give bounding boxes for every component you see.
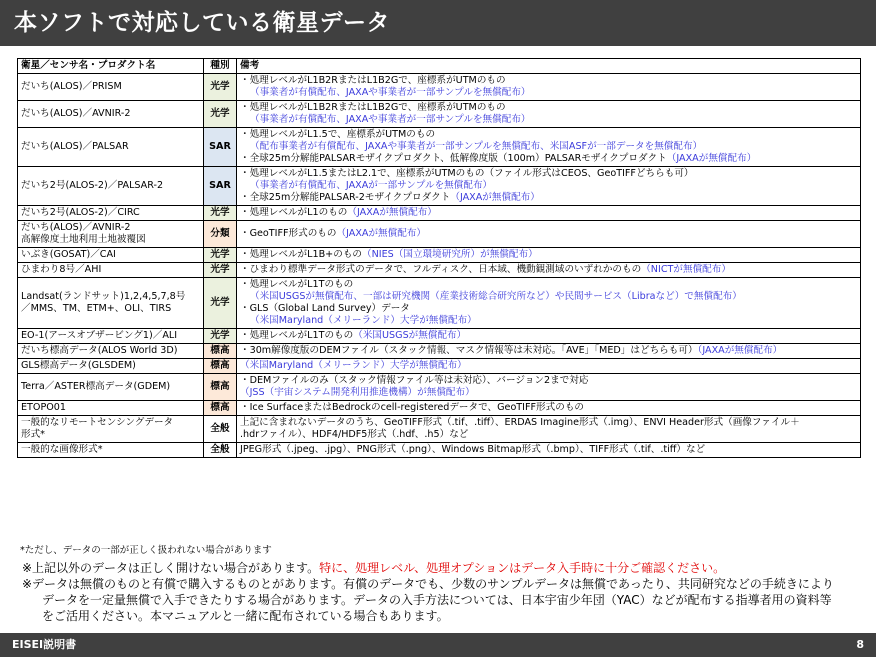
satellite-table-container (17, 58, 860, 458)
satellite-name-cell (18, 221, 204, 248)
notes-cell (237, 167, 861, 206)
note-text: ・30m解像度版のDEMファイル（スタック情報、マスク情報等は未対応。「AVE」「MED」はどちらも可） (240, 345, 698, 356)
data-type-cell: 光学 (204, 278, 237, 329)
satellite-name-cell (18, 416, 204, 443)
data-type-cell: 光学 (204, 248, 237, 263)
satellite-table (17, 58, 861, 458)
data-type-cell: 全般 (204, 443, 237, 458)
note-line (240, 114, 857, 126)
note-1 (22, 560, 862, 576)
note-text: （米国Maryland（メリーランド）大学が無償配布） (240, 360, 467, 371)
note-text: ・処理レベルがL1.5で、座標系がUTMのもの (240, 129, 436, 140)
footer-label: EISEI説明書 (12, 638, 77, 651)
satellite-name-line: 一般的な画像形式* (21, 444, 103, 455)
note-distributor: （JAXAが無償配布） (336, 228, 427, 239)
note-line (240, 444, 857, 456)
note-text: JPEG形式（.jpeg、.jpg）、PNG形式（.png）、Windows Bitmap形式（.bmp）、TIFF形式（.tif、.tiff）など (240, 444, 706, 455)
note-line (240, 153, 857, 165)
note-2-line-3: をご活用ください。本マニュアルと一緒に配布されている場合もあります。 (42, 609, 449, 623)
note-text: （事業者が有償配布、JAXAや事業者が一部サンプルを無償配布） (250, 87, 531, 98)
table-row (18, 248, 861, 263)
data-type-cell: 標高 (204, 401, 237, 416)
satellite-name-cell (18, 278, 204, 329)
page-title: 本ソフトで対応している衛星データ (0, 0, 876, 46)
satellite-name-line: だいち(ALOS)／AVNIR-2 (21, 108, 131, 119)
note-line (240, 360, 857, 372)
note-1-text: ※上記以外のデータは正しく開けない場合があります。 (22, 561, 320, 575)
satellite-name-line: 一般的なリモートセンシングデータ (21, 417, 174, 428)
note-text: ・全球25m分解能PALSARモザイクプロダクト、低解像度版（100m）PALSARモザイクプロダクト (240, 153, 667, 164)
note-text: ・処理レベルがL1のもの (240, 207, 348, 218)
note-text: （事業者が有償配布、JAXAや事業者が一部サンプルを無償配布） (250, 114, 531, 125)
data-type-cell: 光学 (204, 263, 237, 278)
notes-cell (237, 359, 861, 374)
table-row (18, 278, 861, 329)
table-header-row (18, 59, 861, 74)
satellite-name-line: だいち(ALOS)／AVNIR-2 (21, 222, 131, 233)
satellite-name-cell (18, 101, 204, 128)
note-text: ・処理レベルがL1B+のもの (240, 249, 363, 260)
note-text: ・GLS（Global Land Survey）データ (240, 303, 410, 314)
data-type-cell: 分類 (204, 221, 237, 248)
satellite-name-line: 形式* (21, 429, 45, 440)
note-distributor: （NIES（国立環境研究所）が無償配布） (362, 249, 538, 260)
table-row (18, 128, 861, 167)
note-text: ・DEMファイルのみ（スタック情報ファイル等は未対応）、バージョン2まで対応 (240, 375, 589, 386)
data-type-cell: 光学 (204, 329, 237, 344)
note-line (240, 387, 857, 399)
note-text: ・処理レベルがL1Tのもの (240, 330, 354, 341)
note-line (240, 87, 857, 99)
satellite-name-line: だいち(ALOS)／PRISM (21, 81, 122, 92)
note-text: ・全球25m分解能PALSAR-2モザイクプロダクト (240, 192, 451, 203)
notes-cell (237, 374, 861, 401)
footer-bar (0, 633, 876, 657)
satellite-name-line: Terra／ASTER標高データ(GDEM) (21, 381, 171, 392)
table-row (18, 401, 861, 416)
note-line (240, 429, 857, 441)
satellite-name-line: EO-1(アースオブザービング1)／ALI (21, 330, 178, 341)
table-row (18, 74, 861, 101)
data-type-cell: SAR (204, 167, 237, 206)
satellite-name-line: ETOPO01 (21, 402, 67, 413)
note-line (240, 375, 857, 387)
data-type-cell: 標高 (204, 359, 237, 374)
notes-cell (237, 344, 861, 359)
note-line (240, 75, 857, 87)
note-line (240, 180, 857, 192)
data-type-cell: 全般 (204, 416, 237, 443)
table-row (18, 443, 861, 458)
satellite-name-cell (18, 74, 204, 101)
note-distributor: （JAXAが無償配布） (666, 153, 757, 164)
notes-cell (237, 263, 861, 278)
table-row (18, 221, 861, 248)
notes-cell (237, 101, 861, 128)
table-row (18, 263, 861, 278)
note-text: （配布事業者が有償配布、JAXAや事業者が一部サンプルを無償配布、米国ASFが一部データを無償配布） (250, 141, 703, 152)
notes-cell (237, 443, 861, 458)
note-line (240, 330, 857, 342)
note-line (240, 303, 857, 315)
note-distributor: （JAXAが無償配布） (450, 192, 540, 203)
notes-cell (237, 416, 861, 443)
satellite-name-line: だいち(ALOS)／PALSAR (21, 141, 129, 152)
note-2-line-1: ※データは無償のものと有償で購入するものとがあります。有償のデータでも、少数のサンプルデータは無償であったり、共同研究などの手続きにより (22, 577, 834, 591)
satellite-name-cell (18, 248, 204, 263)
header-type: 種別 (204, 59, 237, 74)
note-line (240, 168, 857, 180)
note-line (240, 315, 857, 327)
note-line (240, 279, 857, 291)
note-text: 上記に含まれないデータのうち、GeoTIFF形式（.tif、.tiff）、ERDAS Imagine形式（.img）、ENVI Header形式（画像ファイル＋ (240, 417, 800, 428)
note-text: ・処理レベルがL1Tのもの (240, 279, 354, 290)
note-distributor: （JAXAが無償配布） (697, 345, 783, 356)
page-number: 8 (856, 638, 864, 651)
table-row (18, 416, 861, 443)
satellite-name-cell (18, 329, 204, 344)
satellite-name-line: Landsat(ランドサット)1,2,4,5,7,8号 (21, 291, 186, 302)
notes-cell (237, 74, 861, 101)
note-text: （米国USGSが無償配布、一部は研究機関（産業技術総合研究所など）や民間サービス（Libraなど）で無償配布） (250, 291, 742, 302)
note-distributor: （NICTが無償配布） (641, 264, 731, 275)
satellite-name-line: ／MMS、TM、ETM+、OLI、TIRS (21, 303, 172, 314)
data-type-cell: 標高 (204, 344, 237, 359)
note-line (240, 345, 857, 357)
notes-cell (237, 401, 861, 416)
satellite-name-cell (18, 443, 204, 458)
satellite-name-line: だいち標高データ(ALOS World 3D) (21, 345, 178, 356)
data-type-cell: 標高 (204, 374, 237, 401)
satellite-name-cell (18, 401, 204, 416)
table-row (18, 167, 861, 206)
satellite-name-cell (18, 263, 204, 278)
note-line (240, 129, 857, 141)
table-row (18, 359, 861, 374)
satellite-name-cell (18, 206, 204, 221)
satellite-name-line: だいち2号(ALOS-2)／CIRC (21, 207, 140, 218)
note-line (240, 291, 857, 303)
satellite-name-line: 高解像度土地利用土地被覆図 (21, 234, 146, 245)
note-distributor: （JAXAが無償配布） (347, 207, 437, 218)
note-line (240, 228, 857, 240)
note-text: ・処理レベルがL1B2RまたはL1B2Gで、座標系がUTMのもの (240, 75, 506, 86)
satellite-name-line: だいち2号(ALOS-2)／PALSAR-2 (21, 180, 164, 191)
table-footnote: *ただし、データの一部が正しく扱われない場合があります (20, 545, 272, 556)
notes-cell (237, 221, 861, 248)
note-distributor: （米国USGSが無償配布） (353, 330, 467, 341)
notes-cell (237, 248, 861, 263)
satellite-name-cell (18, 128, 204, 167)
table-row (18, 374, 861, 401)
note-text: .hdrファイル）、HDF4/HDF5形式（.hdf、.h5）など (240, 429, 469, 440)
table-row (18, 101, 861, 128)
data-type-cell: SAR (204, 128, 237, 167)
note-line (240, 141, 857, 153)
satellite-name-cell (18, 344, 204, 359)
note-line (240, 417, 857, 429)
note-line (240, 102, 857, 114)
note-line (240, 207, 857, 219)
note-text: ・Ice SurfaceまたはBedrockのcell-registeredデータで、GeoTIFF形式のもの (240, 402, 585, 413)
notes-cell (237, 206, 861, 221)
table-body (18, 74, 861, 458)
notes-cell (237, 329, 861, 344)
note-text: ・処理レベルがL1.5またはL2.1で、座標系がUTMのもの（ファイル形式はCEOS、GeoTIFFどちらも可） (240, 168, 694, 179)
satellite-name-cell (18, 167, 204, 206)
satellite-name-line: ひまわり8号／AHI (21, 264, 102, 275)
note-line (240, 402, 857, 414)
table-row (18, 206, 861, 221)
note-text: （米国Maryland（メリーランド）大学が無償配布） (250, 315, 477, 326)
satellite-name-cell (18, 359, 204, 374)
note-text: （JSS（宇宙システム開発利用推進機構）が無償配布） (240, 387, 475, 398)
note-line (240, 249, 857, 261)
note-line (240, 192, 857, 204)
note-text: ・処理レベルがL1B2RまたはL1B2Gで、座標系がUTMのもの (240, 102, 506, 113)
note-line (240, 264, 857, 276)
satellite-name-line: いぶき(GOSAT)／CAI (21, 249, 116, 260)
note-text: ・GeoTIFF形式のもの (240, 228, 337, 239)
data-type-cell: 光学 (204, 206, 237, 221)
notes-cell (237, 128, 861, 167)
header-notes: 備考 (237, 59, 861, 74)
data-type-cell: 光学 (204, 74, 237, 101)
satellite-name-line: GLS標高データ(GLSDEM) (21, 360, 136, 371)
satellite-name-cell (18, 374, 204, 401)
table-row (18, 344, 861, 359)
data-type-cell: 光学 (204, 101, 237, 128)
header-name: 衛星／センサ名・プロダクト名 (18, 59, 204, 74)
notes-section (22, 560, 862, 624)
note-2-line-2: データを一定量無償で入手できたりする場合があります。データの入手方法については、日本宇宙少年団（YAC）などが配布する指導者用の資料等 (42, 593, 832, 607)
note-text: ・ひまわり標準データ形式のデータで、フルディスク、日本域、機動観測域のいずれかのもの (240, 264, 642, 275)
table-row (18, 329, 861, 344)
note-1-warning: 特に、処理レベル、処理オプションはデータ入手時に十分ご確認ください。 (319, 561, 726, 575)
note-text: （事業者が有償配布、JAXAが一部サンプルを無償配布） (250, 180, 493, 191)
notes-cell (237, 278, 861, 329)
